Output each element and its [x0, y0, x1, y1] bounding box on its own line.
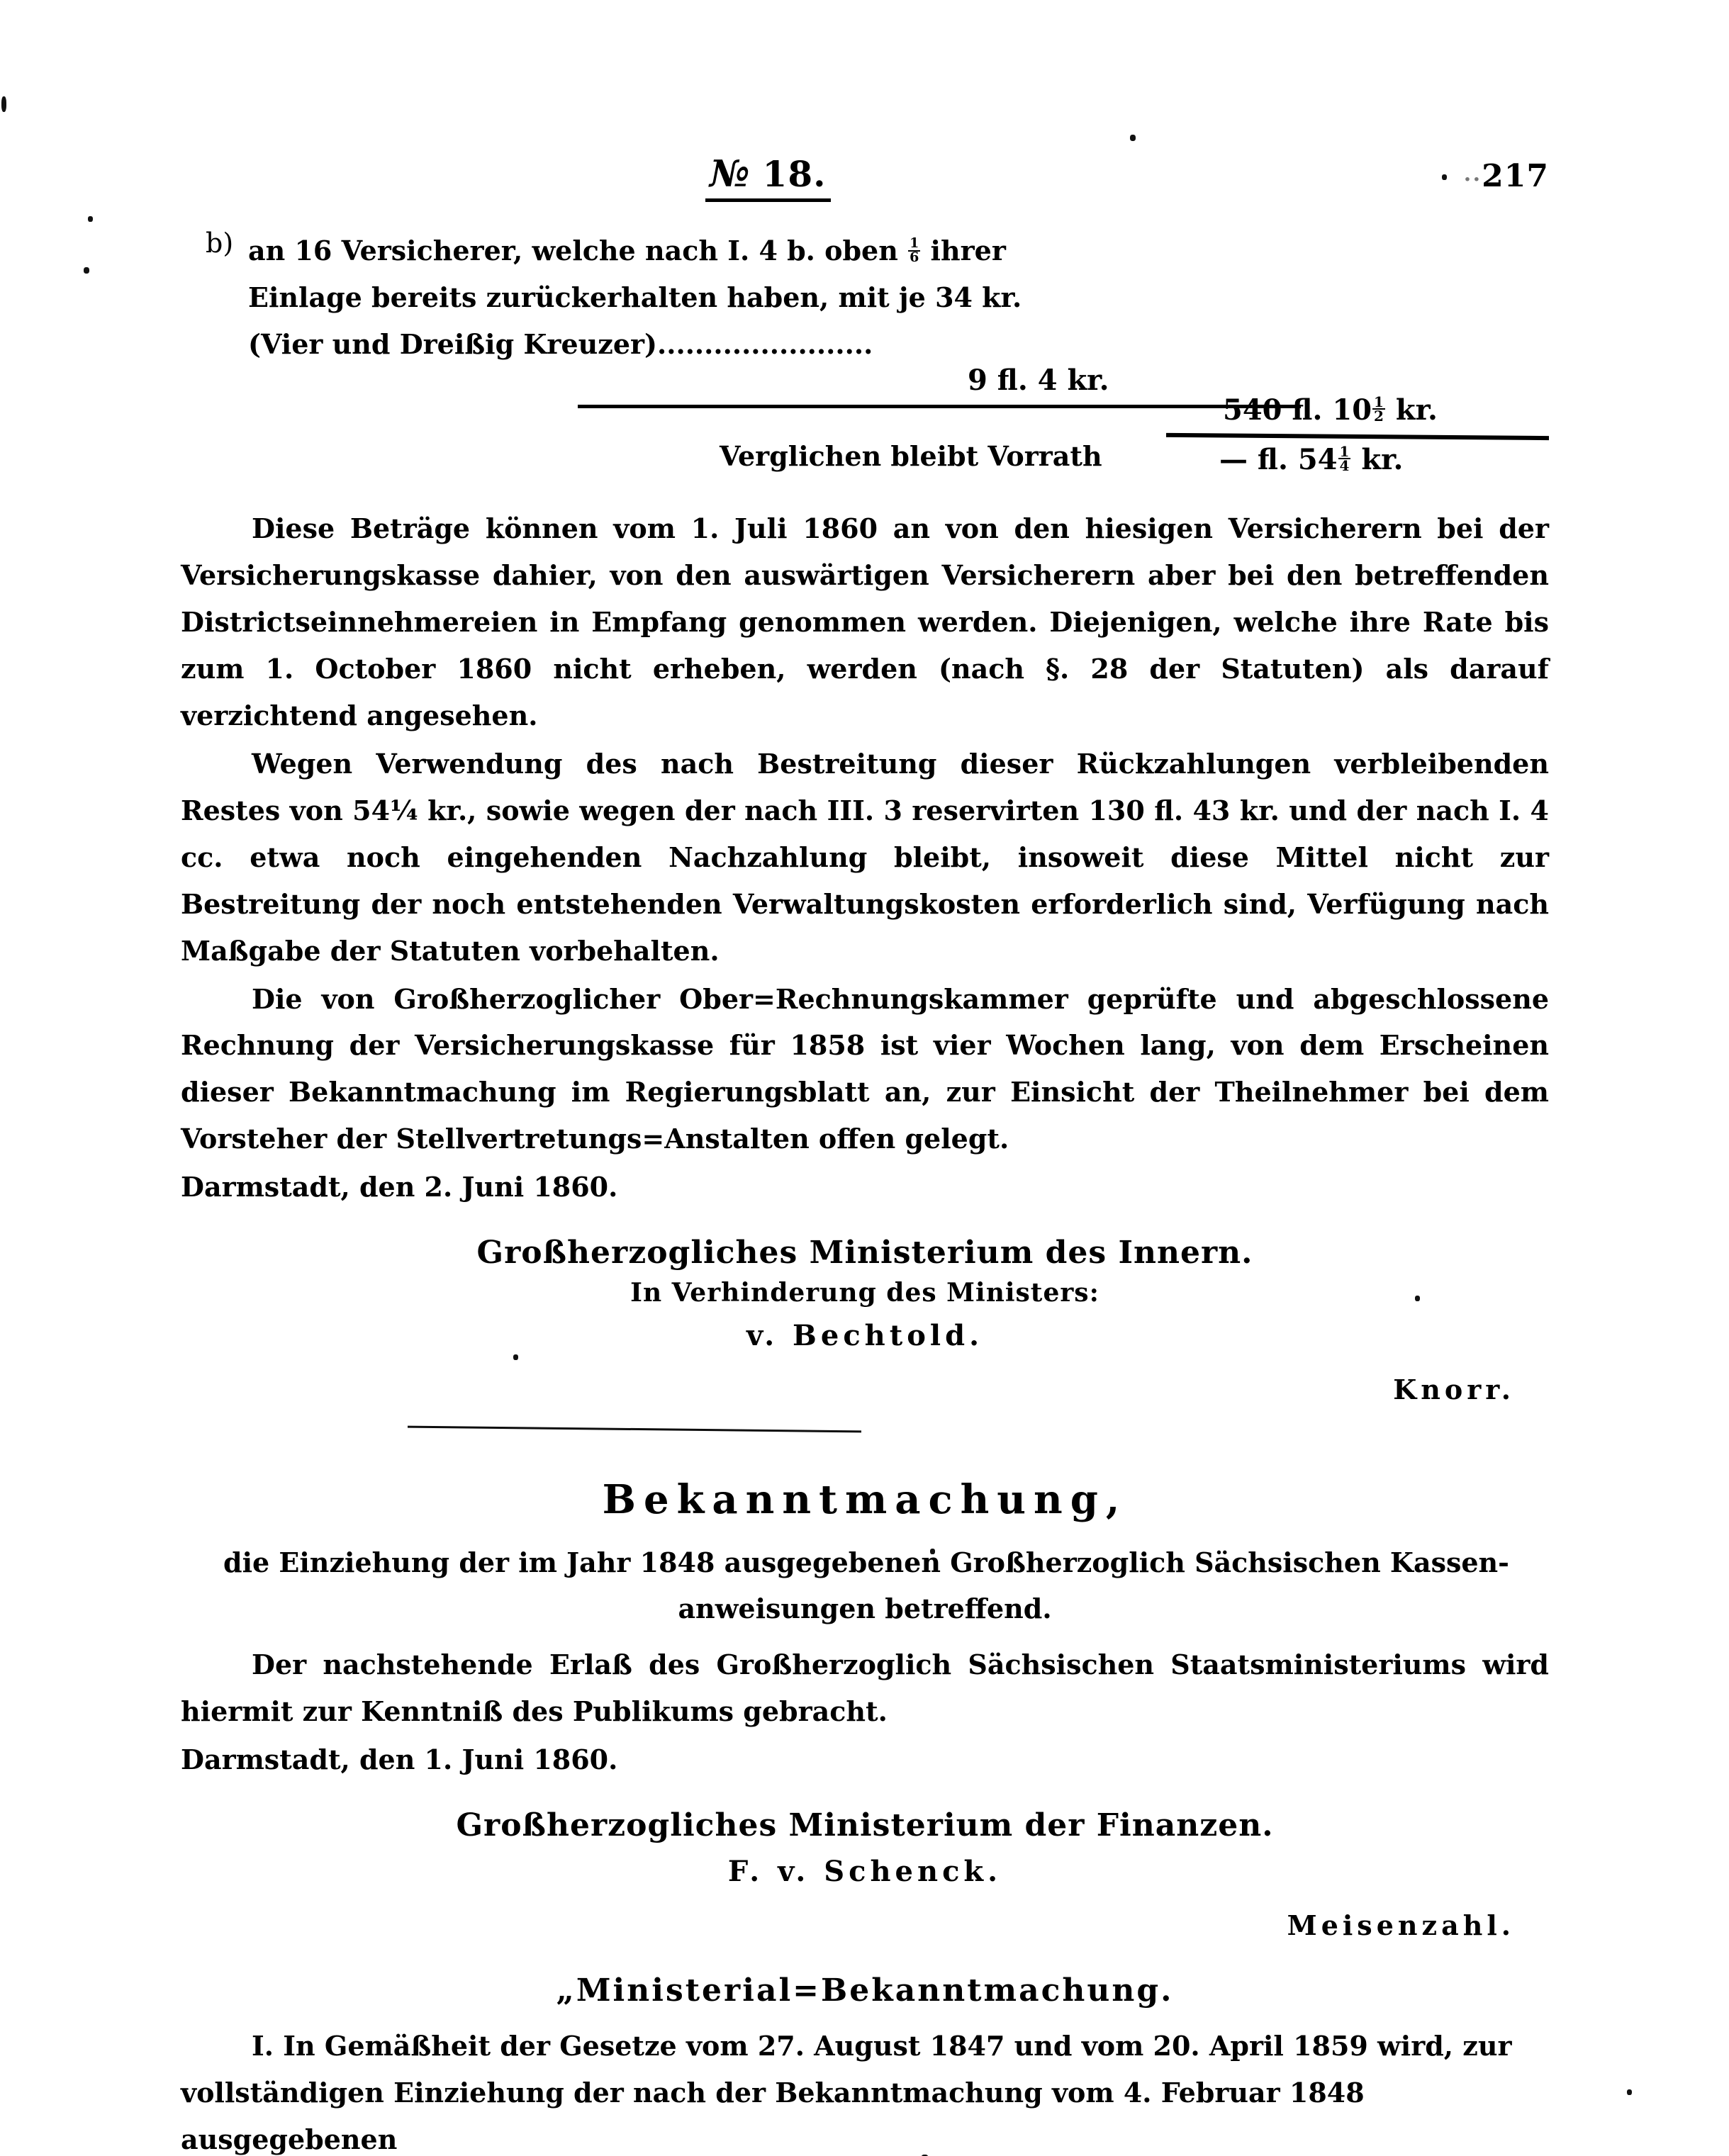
- item-line-1-a: an 16 Versicherer, welche nach I. 4 b. oben: [248, 235, 908, 266]
- scan-speck: [84, 267, 89, 274]
- scan-speck: [1627, 2089, 1632, 2095]
- ministerial-heading: „Ministerial=Bekanntmachung.: [556, 1972, 1174, 2009]
- scan-speck: [88, 216, 93, 222]
- amount-total: [1223, 393, 1438, 427]
- amount-rule-upper: [578, 405, 1301, 408]
- amount-remainder: [1219, 443, 1403, 476]
- signature-1-ministry: Großherzogliches Ministerium des Innern.: [476, 1235, 1253, 1271]
- verglichen-label: Verglichen bleibt Vorrath: [720, 440, 1102, 473]
- page-number-value: 217: [1482, 158, 1549, 194]
- page-content: [181, 152, 1549, 2156]
- list-item-b: [181, 228, 1549, 368]
- announcement-subtitle-line-1: die Einziehung der im Jahr 1848 ausgegebenen Großherzoglich Sächsischen Kassen-: [223, 1546, 1509, 1579]
- announcement-subtitle: [181, 1540, 1549, 1632]
- announcement-ministry: Großherzogliches Ministerium der Finanzen.: [456, 1807, 1274, 1844]
- item-line-1: [248, 228, 1549, 274]
- signature-1-name: v. Bechtold.: [746, 1319, 983, 1353]
- issue-number-value: 18.: [762, 153, 827, 195]
- announcement-countersign: Meisenzahl.: [1287, 1909, 1515, 1942]
- item-line-2: Einlage bereits zurückerhalten haben, mit je 34 kr.: [248, 281, 1022, 314]
- paragraph-2: Wegen Verwendung des nach Bestreitung dieser Rückzahlungen verbleibenden Restes von 54¼ kr., sowie wegen der nach III. 3 reservirten 130 fl. 43 kr. und der nach I. 4 cc. etwa noch eingehenden Nachzahlung bleibt, insoweit diese Mittel nicht zur Bestreitung der noch entstehenden Verwaltungskosten erforderlich sind, Verfügung nach Maßgabe der Statuten vorbehalten.: [181, 747, 1549, 967]
- issue-number: [705, 152, 831, 202]
- amount-total-value: 540 fl. 10: [1223, 393, 1372, 427]
- announcement-body: Der nachstehende Erlaß des Großherzoglich Sächsischen Staatsministeriums wird hiermit zur Kenntniß des Publikums gebracht.: [181, 1649, 1549, 1728]
- announcement-signature-name: F. v. Schenck.: [727, 1855, 1002, 1889]
- ministerial-paragraph: I. In Gemäßheit der Gesetze vom 27. August 1847 und vom 20. April 1859 wird, zur vollständigen Einziehung der nach der Bekanntmachung vom 4. Februar 1848 ausgegebenen: [181, 2030, 1512, 2155]
- amount-remainder-value: — fl. 54: [1219, 443, 1338, 477]
- signature-1-subline: In Verhinderung des Ministers:: [630, 1278, 1099, 1308]
- amount-subtotal: 9 fl. 4 kr.: [968, 364, 1109, 398]
- amount-total-unit: kr.: [1385, 393, 1438, 427]
- section-divider: [408, 1426, 861, 1433]
- scan-speck: [1, 96, 6, 112]
- item-line-1-b: ihrer: [921, 235, 1006, 266]
- section-divider-wrap: [181, 1410, 1549, 1452]
- page-number: [1464, 158, 1549, 194]
- signature-1-countersign: Knorr.: [1393, 1374, 1515, 1406]
- item-label: b): [206, 228, 234, 259]
- amounts-block: [181, 364, 1549, 505]
- fraction-one-half: $\frac{1}{2}$: [1374, 393, 1384, 425]
- paragraph-1: Diese Beträge können vom 1. Juli 1860 an von den hiesigen Versicherern bei der Versicherungskasse dahier, von den auswärtigen Versicherern aber bei den betreffenden Districtseinnehmereien in Empfang genommen werden. Diejenigen, welche ihre Rate bis zum 1. October 1860 nicht erheben, werden (nach §. 28 der Statuten) als darauf verzichtend angesehen.: [181, 512, 1549, 732]
- announcement-heading: Bekanntmachung,: [602, 1476, 1128, 1524]
- paragraph-3: Die von Großherzoglicher Ober=Rechnungskammer geprüfte und abgeschlossene Rechnung der Versicherungskasse für 1858 ist vier Wochen lang, von dem Erscheinen dieser Bekanntmachung im Regierungsblatt an, zur Einsicht der Theilnehmer bei dem Vorsteher der Stellvertretungs=Anstalten offen gelegt.: [181, 982, 1549, 1155]
- amount-rule-lower: [1166, 433, 1549, 440]
- announcement-subtitle-line-2: anweisungen betreffend.: [678, 1592, 1052, 1624]
- scan-speck: [1130, 135, 1136, 141]
- fraction-one-sixth: $\frac{1}{6}$: [910, 235, 919, 265]
- fraction-one-quarter: $\frac{1}{4}$: [1339, 442, 1350, 475]
- amount-remainder-unit: kr.: [1351, 443, 1404, 477]
- scan-smudge: · ·: [1463, 167, 1478, 192]
- running-head: [181, 152, 1549, 215]
- signature-1-date: Darmstadt, den 2. Juni 1860.: [181, 1171, 618, 1203]
- numero-symbol: №: [710, 152, 751, 196]
- announcement-date: Darmstadt, den 1. Juni 1860.: [181, 1744, 618, 1776]
- item-line-3: (Vier und Dreißig Kreuzer).......................: [248, 328, 873, 361]
